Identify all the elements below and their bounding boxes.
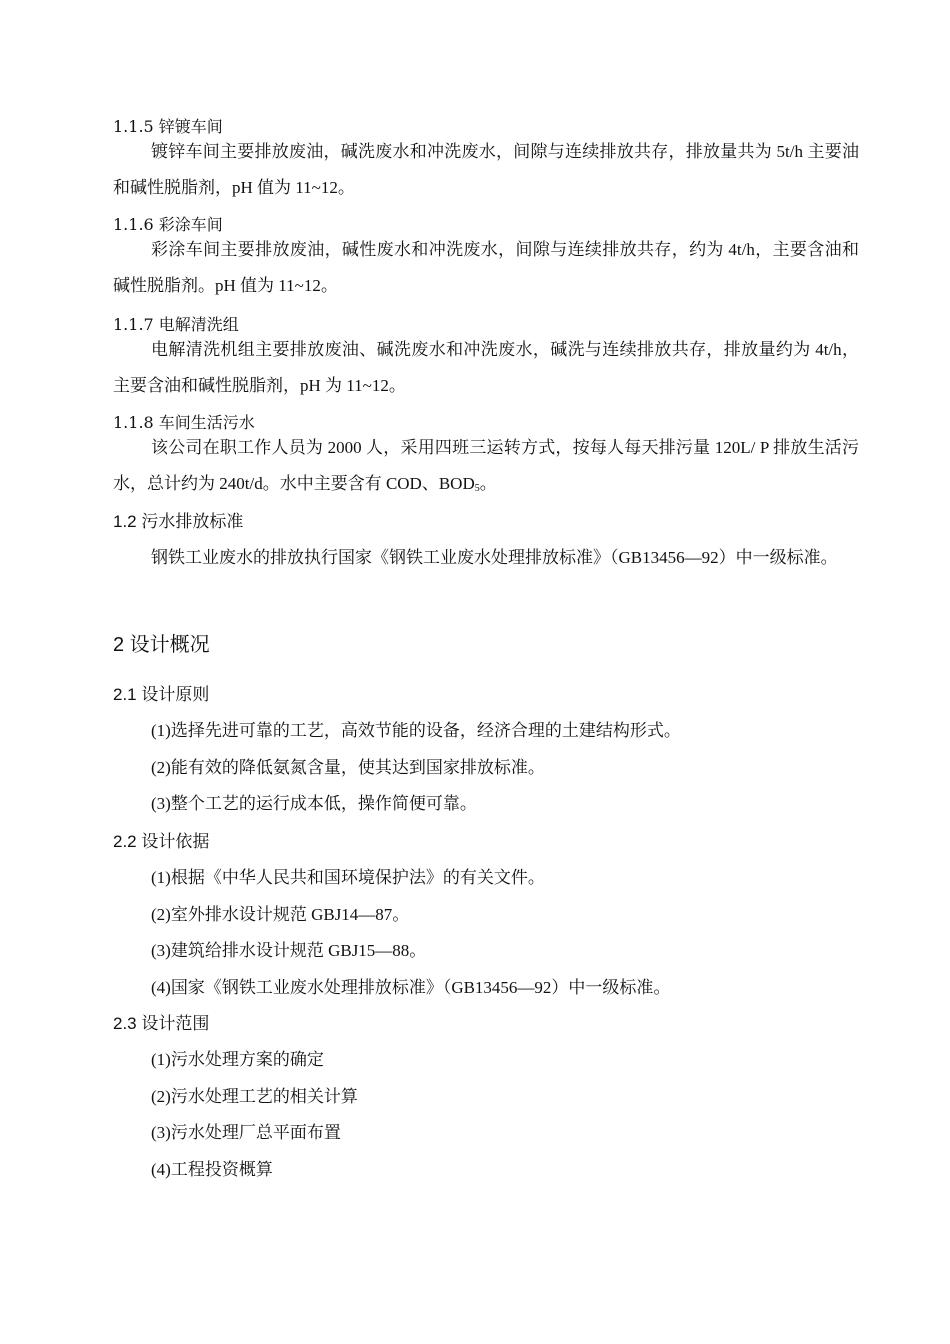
section-heading-1-2: 1.2 污水排放标准 — [113, 512, 244, 531]
list-item: (1)根据《中华人民共和国环境保护法》的有关文件。 — [151, 868, 545, 887]
paragraph-1-1-8-end: 。 — [479, 474, 497, 493]
section-heading-2-1: 2.1 设计原则 — [113, 685, 210, 704]
section-heading-1-1-5: 1.1.5 锌镀车间 — [113, 117, 223, 136]
chapter-heading-2: 2 设计概况 — [113, 634, 210, 656]
paragraph-1-1-6: 彩涂车间主要排放废油，碱性废水和冲洗废水，间隙与连续排放共存，约为 4t/h，主要含油和碱性脱脂剂。pH 值为 11~12。 — [113, 240, 859, 295]
list-item: (2)污水处理工艺的相关计算 — [151, 1087, 358, 1106]
list-item: (3)整个工艺的运行成本低，操作简便可靠。 — [151, 794, 477, 813]
list-item: (4)国家《钢铁工业废水处理排放标准》（GB13456—92）中一级标准。 — [151, 978, 671, 997]
section-heading-2-3: 2.3 设计范围 — [113, 1014, 210, 1033]
list-item: (1)污水处理方案的确定 — [151, 1050, 324, 1069]
section-heading-2-2: 2.2 设计依据 — [113, 832, 210, 851]
paragraph-1-1-7: 电解清洗机组主要排放废油、碱洗废水和冲洗废水，碱洗与连续排放共存，排放量约为 4t/h，主要含油和碱性脱脂剂，pH 为 11~12。 — [113, 340, 859, 395]
bod-subscript: 5 — [474, 483, 480, 494]
list-item: (1)选择先进可靠的工艺，高效节能的设备，经济合理的土建结构形式。 — [151, 721, 681, 740]
list-item: (3)建筑给排水设计规范 GBJ15—88。 — [151, 941, 427, 960]
list-item: (4)工程投资概算 — [151, 1160, 273, 1179]
section-heading-1-1-7: 1.1.7 电解清洗组 — [113, 315, 239, 334]
list-item: (3)污水处理厂总平面布置 — [151, 1123, 341, 1142]
paragraph-1-1-5: 镀锌车间主要排放废油，碱洗废水和冲洗废水，间隙与连续排放共存，排放量共为 5t/h 主要油和碱性脱脂剂，pH 值为 11~12。 — [113, 142, 859, 197]
paragraph-1-2: 钢铁工业废水的排放执行国家《钢铁工业废水处理排放标准》（GB13456—92）中一级标准。 — [151, 548, 838, 567]
paragraph-1-1-8-text: 该公司在职工作人员为 2000 人，采用四班三运转方式，按每人每天排污量 120L/ P 排放生活污水，总计约为 240t/d。水中主要含有 COD、BOD — [113, 438, 859, 493]
list-item: (2)室外排水设计规范 GBJ14—87。 — [151, 905, 410, 924]
list-item: (2)能有效的降低氨氮含量，使其达到国家排放标准。 — [151, 758, 545, 777]
section-heading-1-1-6: 1.1.6 彩涂车间 — [113, 215, 223, 234]
paragraph-1-1-8 — [113, 430, 859, 507]
section-heading-1-1-8: 1.1.8 车间生活污水 — [113, 413, 255, 432]
